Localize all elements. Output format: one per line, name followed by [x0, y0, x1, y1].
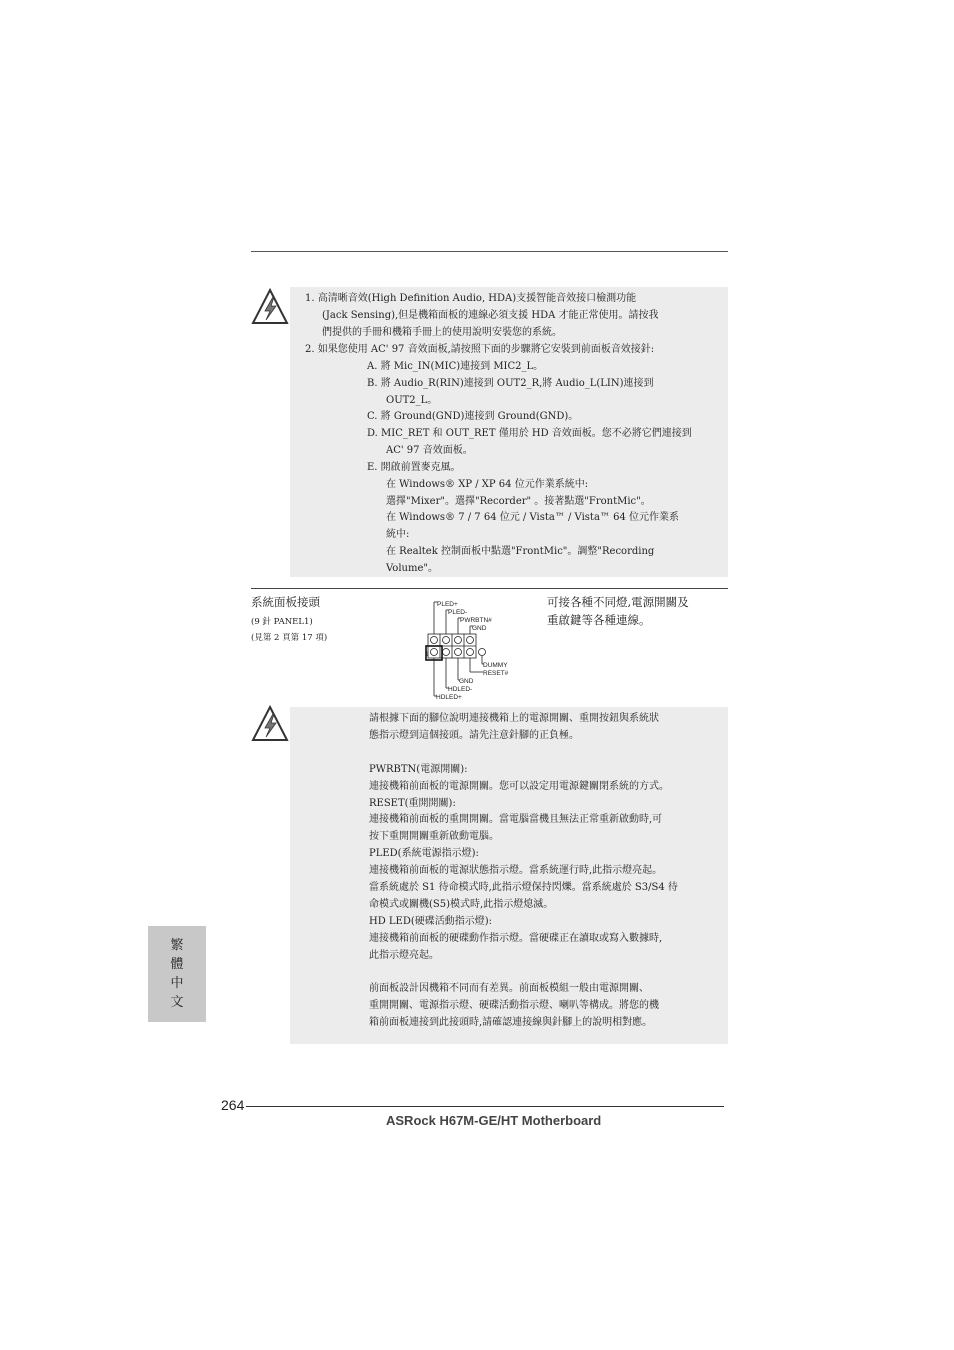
panel-note-line: 按下重開開關重新啟動電腦。 [369, 831, 499, 843]
footer-title: ASRock H67M-GE/HT Motherboard [386, 1113, 602, 1128]
audio-note-line: Volume"。 [386, 563, 438, 574]
pin-label-hdled-minus: HDLED- [448, 686, 473, 693]
panel-note-line: PWRBTN(電源開關): [369, 763, 468, 775]
pin-label-reset: RESET# [483, 670, 509, 677]
audio-note-line: 在 Windows® XP / XP 64 位元作業系統中: [386, 479, 589, 490]
pin-label-gnd-top: GND [472, 625, 487, 632]
audio-note-line: (Jack Sensing),但是機箱面板的連線必須支援 HDA 才能正常使用。請按我 [322, 310, 659, 321]
audio-note-line: 們提供的手冊和機箱手冊上的使用說明安裝您的系統。 [322, 327, 562, 338]
panel-note-line: PLED(系統電源指示燈): [369, 848, 479, 860]
panel-note-line: 請根據下面的腳位說明連接機箱上的電源開關、重開按鈕與系統狀 [369, 713, 659, 724]
pin-label-gnd-bottom: GND [459, 678, 474, 685]
header-rule [251, 251, 728, 252]
audio-note-line: 選擇"Mixer"。選擇"Recorder" 。接著點選"FrontMic"。 [386, 496, 651, 507]
panel-note-line: RESET(重開開關): [369, 797, 456, 809]
section-subtitle-pins: (9 針 PANEL1) [251, 617, 313, 627]
side-tab-char: 繁 [170, 938, 184, 953]
page-number: 264 [221, 1097, 245, 1113]
side-tab-char: 中 [170, 976, 184, 991]
audio-note-line: 在 Windows® 7 / 7 64 位元 / Vista™ / Vista™ 64 位元作業系 [386, 512, 679, 523]
panel-note-line: 態指示燈到這個接頭。請先注意針腳的正負極。 [369, 729, 579, 741]
panel-header-pin-diagram [420, 596, 520, 700]
audio-note-line: B. 將 Audio_R(RIN)連接到 OUT2_R,將 Audio_L(LIN)連接到 [367, 378, 654, 389]
audio-note-line: 2. 如果您使用 AC' 97 音效面板,請按照下面的步驟將它安裝到前面板音效接針: [305, 344, 655, 355]
panel-note-line: 箱前面板連接到此接頭時,請確認連接線與針腳上的說明相對應。 [369, 1017, 653, 1029]
language-side-tab [148, 926, 206, 1022]
pin-label-pled-minus: PLED- [448, 609, 468, 616]
panel-note-line: 連接機箱前面板的硬碟動作指示燈。當硬碟正在讀取或寫入數據時, [369, 932, 663, 944]
side-tab-char: 文 [170, 995, 184, 1010]
side-tab-char: 體 [170, 957, 184, 972]
section-rule [251, 588, 728, 589]
audio-note-line: A. 將 Mic_IN(MIC)連接到 MIC2_L。 [367, 361, 544, 372]
panel-note-line: 前面板設計因機箱不同而有差異。前面板模組一般由電源開關、 [369, 983, 649, 995]
audio-note-line: 在 Realtek 控制面板中點選"FrontMic"。調整"Recording [386, 546, 655, 557]
section-title: 系統面板接頭 [251, 595, 320, 609]
pin-label-pwrbtn: PWRBTN# [460, 617, 492, 624]
section-subtitle-ref: (見第 2 頁第 17 項) [251, 633, 328, 643]
panel-note-line: 當系統處於 S1 待命模式時,此指示燈保持閃爍。當系統處於 S3/S4 待 [369, 882, 678, 893]
audio-note-line: 統中: [386, 529, 410, 540]
pin-label-pled-plus: PLED+ [437, 601, 458, 608]
panel-note-line: 連接機箱前面板的電源狀態指示燈。當系統運行時,此指示燈亮起。 [369, 865, 663, 877]
pin-label-dummy: DUMMY [483, 662, 508, 669]
pin-1-marker: 1 [425, 651, 429, 658]
panel-note-line: 命模式或關機(S5)模式時,此指示燈熄滅。 [369, 898, 554, 910]
warning-icon [250, 704, 290, 744]
warning-icon [250, 287, 290, 327]
section-description-2: 重啟鍵等各種連線。 [547, 613, 651, 627]
panel-note-line: 連接機箱前面板的重開開關。當電腦當機且無法正常重新啟動時,可 [369, 814, 663, 826]
panel-note-line: 連接機箱前面板的電源開關。您可以設定用電源鍵關閉系統的方式。 [369, 780, 669, 792]
audio-note-line: 1. 高清晰音效(High Definition Audio, HDA)支援智能音效接口檢測功能 [305, 293, 637, 304]
audio-note-line: E. 開啟前置麥克風。 [367, 462, 461, 473]
audio-note-line: AC' 97 音效面板。 [386, 445, 473, 456]
section-description-1: 可接各種不同燈,電源開關及 [547, 595, 689, 609]
panel-note-line: HD LED(硬碟活動指示燈): [369, 915, 493, 927]
footer-rule [246, 1106, 724, 1107]
audio-note-line: C. 將 Ground(GND)連接到 Ground(GND)。 [367, 411, 579, 422]
pin-label-hdled-plus: HDLED+ [436, 694, 462, 700]
panel-note-line: 重開開關、電源指示燈、硬碟活動指示燈、喇叭等構成。將您的機 [369, 1000, 659, 1012]
panel-note-line: 此指示燈亮起。 [369, 949, 439, 961]
audio-note-line: D. MIC_RET 和 OUT_RET 僅用於 HD 音效面板。您不必將它們連接到 [367, 428, 692, 439]
audio-note-line: OUT2_L。 [386, 395, 438, 406]
